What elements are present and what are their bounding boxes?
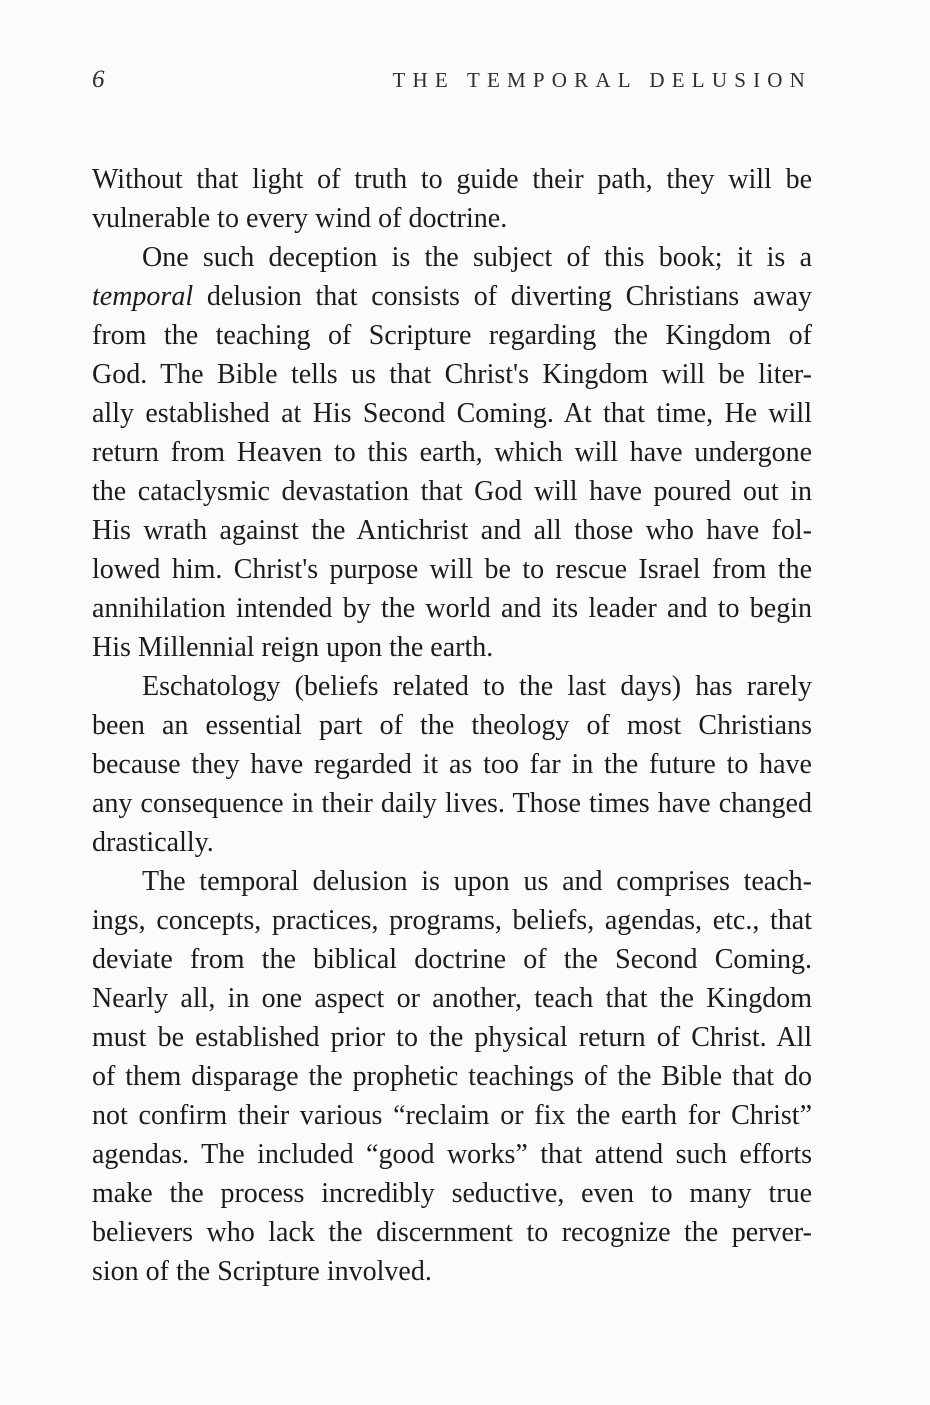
text-line: drastically.	[92, 827, 214, 858]
running-head	[92, 66, 812, 106]
text-line: Eschatology (beliefs related to the last days) has rarely	[142, 671, 812, 702]
text-line: sion of the Scripture involved.	[92, 1256, 432, 1287]
paragraph-4	[92, 862, 812, 1291]
text-line: The temporal delusion is upon us and comprises teach-	[142, 866, 812, 897]
text-line: deviate from the biblical doctrine of the Second Coming.	[92, 944, 812, 975]
text-line: Without that light of truth to guide their path, they will be	[92, 164, 812, 195]
text-line: been an essential part of the theology of most Christians	[92, 710, 812, 741]
running-title: THE TEMPORAL DELUSION	[392, 68, 812, 92]
text-line: God. The Bible tells us that Christ's Kingdom will be liter-	[92, 359, 812, 390]
text-line: of them disparage the prophetic teachings of the Bible that do	[92, 1061, 812, 1092]
text-line: His Millennial reign upon the earth.	[92, 632, 494, 663]
text-line: because they have regarded it as too far in the future to have	[92, 749, 812, 780]
text-line: One such deception is the subject of this book; it is a	[142, 242, 812, 273]
text-line: agendas. The included “good works” that attend such efforts	[92, 1139, 812, 1170]
body-text	[92, 160, 812, 1291]
paragraph-3	[92, 667, 812, 862]
page-number: 6	[92, 66, 105, 93]
emphasized-word: temporal	[92, 281, 194, 312]
text-line: from the teaching of Scripture regarding the Kingdom of	[92, 320, 812, 351]
text-line: make the process incredibly seductive, even to many true	[92, 1178, 812, 1209]
text-line: His wrath against the Antichrist and all those who have fol-	[92, 515, 812, 546]
text-line: return from Heaven to this earth, which will have undergone	[92, 437, 812, 468]
text-fragment: delusion that consists of diverting Christians away	[206, 281, 813, 312]
text-line: the cataclysmic devastation that God will have poured out in	[92, 476, 812, 507]
text-line: any consequence in their daily lives. Those times have changed	[92, 788, 812, 819]
text-line: vulnerable to every wind of doctrine.	[92, 203, 508, 234]
text-line: Nearly all, in one aspect or another, teach that the Kingdom	[92, 983, 812, 1014]
text-line-with-emphasis	[92, 277, 812, 316]
paragraph-2	[92, 238, 812, 667]
text-line: lowed him. Christ's purpose will be to rescue Israel from the	[92, 554, 812, 585]
text-line: annihilation intended by the world and its leader and to begin	[92, 593, 812, 624]
text-line: ally established at His Second Coming. At that time, He will	[92, 398, 812, 429]
text-line: believers who lack the discernment to recognize the perver-	[92, 1217, 812, 1248]
text-line: ings, concepts, practices, programs, beliefs, agendas, etc., that	[92, 905, 812, 936]
text-line: must be established prior to the physical return of Christ. All	[92, 1022, 812, 1053]
text-line: not confirm their various “reclaim or fix the earth for Christ”	[92, 1100, 812, 1131]
paragraph-1	[92, 160, 812, 238]
